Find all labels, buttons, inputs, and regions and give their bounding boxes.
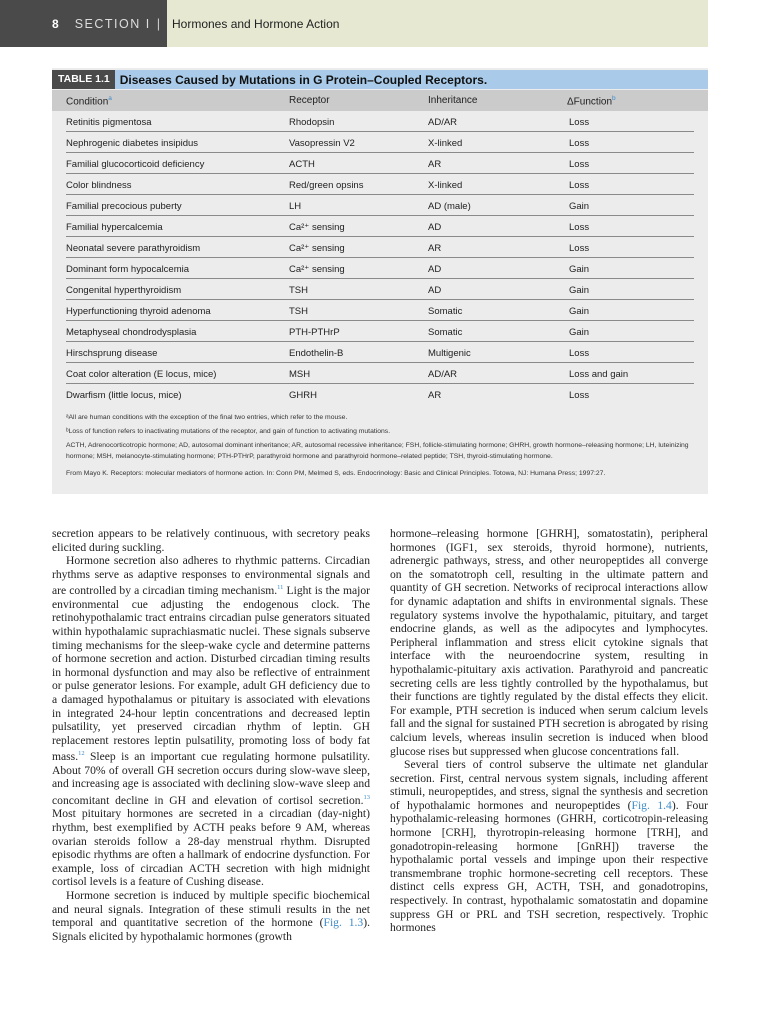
paragraph: hormone–releasing hormone [GHRH], somatostatin), peripheral hormones (IGF1, sex steroids, thyroid hormone), nutrients, adrenergic pathways, stress, and other neuropeptides all converge on the somatotroph cell, resulting in the ultimate pattern and quantity of GH secretion. Networks of reciprocal interactions allow for dynamic adaptation and shifts in environmental signals. These regulatory systems involve the hypothalamic, pituitary, and target endocrine glands, as well as the adipocytes and lymphocytes. Peripheral inflammation and stress elicit cytokine signals that interface with the neuroendocrine system, resulting in hypothalamic-pituitary axis activation. Parathyroid and pancreatic secreting cells are less tightly controlled by the hypothalamus, but their functions are tightly regulated by the distal effects they elicit. For example, PTH secretion is induced when serum calcium levels fall and the signal for sustained PTH secretion is abrogated by rising calcium levels, whereas insulin secretion is induced when blood glucose rises but suppressed when glucose concentrations fall.	[390, 527, 708, 758]
cell-inheritance: AD	[428, 285, 442, 296]
cell-inheritance: AD/AR	[428, 117, 458, 128]
table-row	[66, 237, 694, 258]
cell-inheritance: AR	[428, 243, 442, 254]
table-header-row	[52, 90, 708, 111]
cell-condition: Hirschsprung disease	[66, 348, 158, 359]
paragraph: secretion appears to be relatively continuous, with secretory peaks elicited during suckling.	[52, 527, 370, 554]
table-caption	[52, 70, 708, 89]
cell-inheritance: AD	[428, 264, 442, 275]
table-row	[66, 174, 694, 195]
footnote-b: ᵇLoss of function refers to inactivating mutations of the receptor, and gain of function to activating mutations.	[66, 428, 391, 435]
cell-inheritance: AD (male)	[428, 201, 471, 212]
cell-function: Loss	[569, 117, 590, 128]
cell-function: Gain	[569, 306, 590, 317]
chapter-title: Hormones and Hormone Action	[172, 16, 340, 31]
cell-function: Loss	[569, 222, 590, 233]
cell-function: Loss	[569, 390, 590, 401]
cell-receptor: GHRH	[289, 390, 317, 401]
table-box	[52, 68, 708, 494]
table-title: Diseases Caused by Mutations in G Protein–Coupled Receptors.	[119, 72, 488, 87]
paragraph: Several tiers of control subserve the ultimate net glandular secretion. First, central nervous system signals, including afferent stimuli, neuropeptides, and stress, signal the synthesis and secretion of hypothalamic hormones and neuropeptides (Fig. 1.4). Four hypothalamic-releasing hormones (GHRH, corticotropin-releasing hormone [CRH], thyrotropin-releasing hormone [TRH], and gonadotropin-releasing hormone [GnRH]) traverse the hypothalamic portal vessels and impinge upon their respective transmembrane trophic hormone-secreting cell receptors. These distinct cells express GH, ACTH, TSH, and gonadotropins, respectively. In contrast, hypothalamic somatostatin and dopamine suppress GH or PRL and TSH secretion, respectively. Trophic hormones	[390, 758, 708, 935]
cell-inheritance: X-linked	[428, 138, 463, 149]
cell-condition: Nephrogenic diabetes insipidus	[66, 138, 199, 149]
cell-inheritance: AR	[428, 390, 442, 401]
table-row	[66, 132, 694, 153]
header-section-block	[0, 0, 167, 47]
column-header-condition: Condition$^a$	[66, 95, 112, 108]
cell-function: Gain	[569, 327, 590, 338]
table-row	[66, 195, 694, 216]
cell-receptor: ACTH	[289, 159, 315, 170]
header-title-block	[167, 0, 708, 47]
cell-receptor: TSH	[289, 285, 308, 296]
table-label: TABLE 1.1	[52, 70, 115, 89]
cell-function: Loss	[569, 243, 590, 254]
cell-receptor: Ca²⁺ sensing	[289, 222, 345, 233]
table-row	[66, 153, 694, 174]
footnote-a: ᵃAll are human conditions with the exception of the final two entries, which refer to the mouse.	[66, 414, 348, 421]
table-row	[66, 342, 694, 363]
cell-condition: Familial glucocorticoid deficiency	[66, 159, 205, 170]
figure-link[interactable]: Fig. 1.4	[631, 798, 672, 812]
cell-receptor: Ca²⁺ sensing	[289, 264, 345, 275]
section-label: SECTION I	[74, 16, 151, 31]
cell-function: Loss	[569, 180, 590, 191]
page-number: 8	[52, 16, 59, 31]
table-row	[66, 384, 694, 404]
cell-condition: Metaphyseal chondrodysplasia	[66, 327, 197, 338]
cell-inheritance: Somatic	[428, 327, 463, 338]
body-column-left	[52, 527, 370, 943]
cell-condition: Dominant form hypocalcemia	[66, 264, 190, 275]
table-row	[66, 321, 694, 342]
citation-link[interactable]: 12	[78, 750, 85, 758]
cell-inheritance: X-linked	[428, 180, 463, 191]
cell-inheritance: Multigenic	[428, 348, 471, 359]
cell-receptor: Ca²⁺ sensing	[289, 243, 345, 254]
cell-function: Gain	[569, 285, 590, 296]
cell-receptor: Vasopressin V2	[289, 138, 355, 149]
citation-link[interactable]: 13	[363, 794, 370, 801]
cell-receptor: Rhodopsin	[289, 117, 335, 128]
cell-condition: Familial hypercalcemia	[66, 222, 163, 233]
paragraph: Hormone secretion also adheres to rhythmic patterns. Circadian rhythms serve as adaptive responses to environmental signals and are controlled by a circadian timing mechanism.$^{11}$ Light is the major environmental cue adjusting the endogenous clock. The retinohypothalamic tract entrains circadian pulse generators situated within hypothalamic suprachiasmatic nuclei. These signals subserve timing mechanisms for the sleep-wake cycle and determine patterns of hormone secretion and action. Disturbed circadian timing results in hormonal dysfunction and may also be reflective of entrainment or pulse generator lesions. For example, adult GH deficiency due to a damaged hypothalamus or pituitary is associated with elevations in integrated 24-hour leptin concentrations and decreased leptin pulsatility, yet preserved circadian rhythm of leptin. GH replacement restores leptin pulsatility, promoting loss of body fat mass.$^{12}$ Sleep is an important cue regulating hormone pulsatility. About 70% of overall GH secretion occurs during slow-wave sleep, and increasing age is associated with declining slow-wave sleep and concomitant decline in GH and elevation of cortisol secretion.$^{13}$ Most pituitary hormones are secreted in a circadian (day-night) rhythm, best exemplified by ACTH peaks before 9 AM, whereas ovarian steroids follow a 28-day menstrual rhythm. Disrupted episodic rhythms are often a hallmark of endocrine dysfunction. For example, loss of circadian ACTH secretion with high midnight cortisol levels is a feature of Cushing disease.	[52, 554, 370, 889]
page-header	[0, 0, 768, 47]
cell-function: Loss	[569, 138, 590, 149]
cell-inheritance: AD	[428, 222, 442, 233]
cell-condition: Congenital hyperthyroidism	[66, 285, 182, 296]
cell-condition: Familial precocious puberty	[66, 201, 182, 212]
cell-function: Loss and gain	[569, 369, 629, 380]
table-row	[66, 279, 694, 300]
paragraph: Hormone secretion is induced by multiple specific biochemical and neural signals. Integration of these stimuli results in the net temporal and quantitative secretion of the hormone (Fig. 1.3). Signals elicited by hypothalamic hormones (growth	[52, 889, 370, 943]
cell-function: Loss	[569, 348, 590, 359]
table-row	[66, 363, 694, 384]
cell-condition: Retinitis pigmentosa	[66, 117, 152, 128]
cell-condition: Hyperfunctioning thyroid adenoma	[66, 306, 211, 317]
table-row	[66, 111, 694, 132]
cell-receptor: Red/green opsins	[289, 180, 364, 191]
body-column-right	[390, 527, 708, 935]
cell-receptor: PTH-PTHrP	[289, 327, 340, 338]
cell-receptor: MSH	[289, 369, 311, 380]
table-source-note: From Mayo K. Receptors: molecular mediators of hormone action. In: Conn PM, Melmed S, eds. Endocrinology: Basic and Clinical Principles. Totowa, NJ: Humana Press; 1997:27.	[66, 470, 606, 477]
column-header-inheritance: Inheritance	[428, 95, 478, 106]
cell-inheritance: Somatic	[428, 306, 463, 317]
cell-condition: Color blindness	[66, 180, 132, 191]
cell-receptor: TSH	[289, 306, 308, 317]
table-row	[66, 258, 694, 279]
cell-function: Gain	[569, 264, 590, 275]
cell-inheritance: AR	[428, 159, 442, 170]
cell-condition: Neonatal severe parathyroidism	[66, 243, 201, 254]
column-header-function: ΔFunction$^b$	[567, 95, 616, 108]
column-header-receptor: Receptor	[289, 95, 330, 106]
citation-link[interactable]: 11	[277, 584, 284, 592]
cell-condition: Coat color alteration (E locus, mice)	[66, 369, 217, 380]
cell-receptor: Endothelin-B	[289, 348, 344, 359]
table-body	[52, 111, 708, 404]
cell-inheritance: AD/AR	[428, 369, 458, 380]
table-row	[66, 300, 694, 321]
table-row	[66, 216, 694, 237]
header-separator: |	[156, 16, 161, 31]
cell-receptor: LH	[289, 201, 302, 212]
abbreviations-note: ACTH, Adrenocorticotropic hormone; AD, autosomal dominant inheritance; AR, autosomal recessive inheritance; FSH, follicle-stimulating hormone; GHRH, growth hormone–releasing hormone; LH, luteinizing hormone; MSH, melanocyte-stimulating hormone; PTH-PTHrP, parathyroid hormone and parathyroid hormone–related peptide; TSH, thyroid-stimulating hormone.	[66, 442, 689, 460]
table-footnotes	[66, 412, 696, 482]
figure-link[interactable]: Fig. 1.3	[323, 916, 364, 930]
cell-condition: Dwarfism (little locus, mice)	[66, 390, 182, 401]
cell-function: Gain	[569, 201, 590, 212]
cell-function: Loss	[569, 159, 590, 170]
